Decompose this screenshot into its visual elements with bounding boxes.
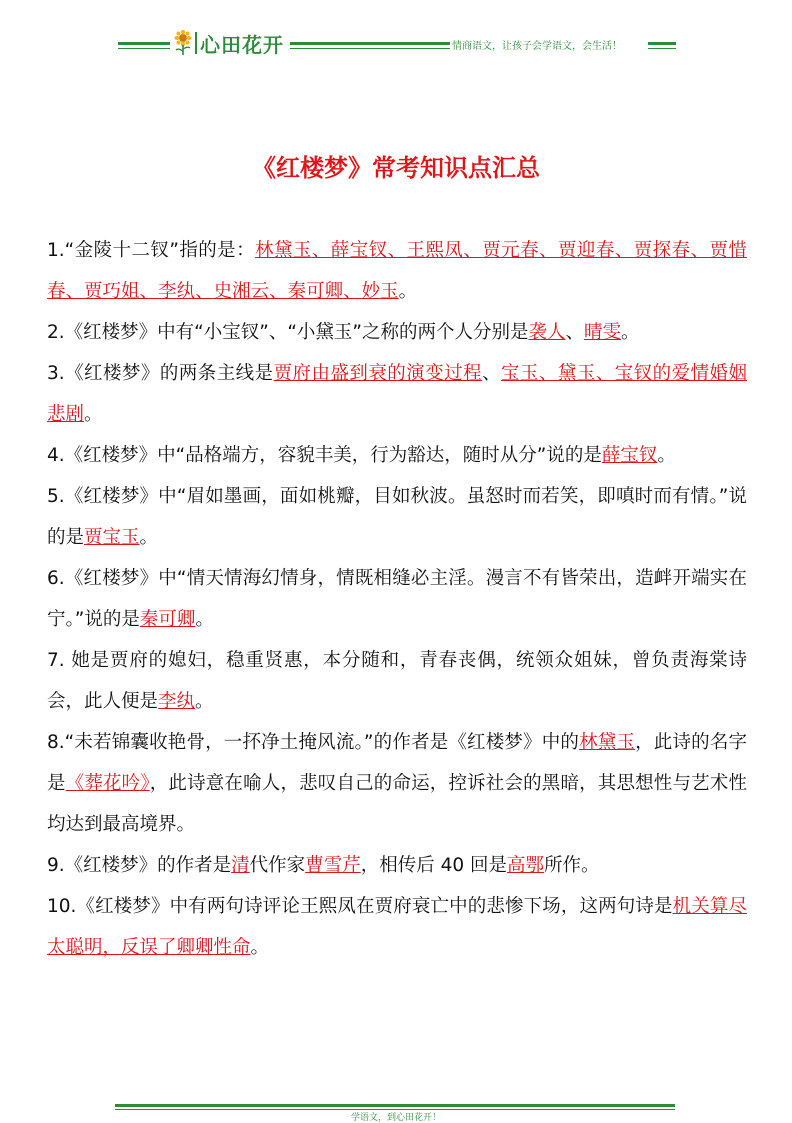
header-rule-mid-thin <box>290 48 450 49</box>
answer-text: 、 <box>539 240 558 261</box>
answer-text: 贾惜春 <box>47 240 747 302</box>
answer-text: 秦可卿 <box>287 281 344 302</box>
question-text: 1.“金陵十二钗”指的是： <box>47 240 256 261</box>
answer-text: 高鄂 <box>507 855 545 876</box>
question-text: ，相传后 40 回是 <box>360 855 508 876</box>
answer-text: 史湘云 <box>213 281 270 302</box>
header-rule-right-thin <box>648 48 676 49</box>
answer-text: 林黛玉 <box>579 732 636 753</box>
question-text: 10.《红楼梦》中有两句诗评论王熙凤在贾府衰亡中的悲惨下场，这两句诗是 <box>47 896 673 917</box>
answer-text: 贾宝玉 <box>84 527 140 548</box>
answer-text: 薛宝钗 <box>601 445 658 466</box>
question-text: 。 <box>195 691 214 712</box>
question-text: 6.《红楼梦》中“情天情海幻情身，情既相缝必主淫。漫言不有皆荣出，造衅开端实在宁。”说的是 <box>47 568 747 630</box>
header-rule-mid <box>290 42 450 45</box>
answer-text: 秦可卿 <box>139 609 196 630</box>
answer-text: 贾元春 <box>482 240 540 261</box>
header-divider <box>195 32 197 54</box>
answer-text: 妙玉 <box>361 281 399 302</box>
question-text: 。 <box>84 404 103 425</box>
question-text: 。 <box>139 527 159 548</box>
question-text: 、 <box>565 322 585 343</box>
list-item <box>47 476 747 558</box>
answer-text: 、 <box>139 281 159 302</box>
answer-text: 曹雪芹 <box>305 855 361 876</box>
answer-text: 机关算尽太聪明，反误了卿卿性命 <box>47 896 747 958</box>
answer-text: 、 <box>65 281 85 302</box>
answer-text: 贾巧姐 <box>84 281 140 302</box>
question-text: 8.“未若锦囊收艳骨，一抔净土掩风流。”的作者是《红楼梦》中的 <box>47 732 580 753</box>
header-rule-left <box>118 42 170 45</box>
question-text: 9.《红楼梦》的作者是 <box>47 855 232 876</box>
question-text: 2.《红楼梦》中有“小宝钗”、“小黛玉”之称的两个人分别是 <box>47 322 529 343</box>
answer-text: 袭人 <box>528 322 566 343</box>
answer-text: 贾探春 <box>633 240 691 261</box>
question-text: 。 <box>621 322 640 343</box>
question-text: 5.《红楼梦》中“眉如墨画，面如桃瓣，目如秋波。虽怒时而若笑，即嗔时而有情。”说的是 <box>47 486 747 548</box>
footer-text: 学语文，到心田花开！ <box>350 1113 441 1123</box>
answer-text: 、 <box>690 240 710 261</box>
answer-text: 李纨 <box>158 691 196 712</box>
knowledge-list <box>47 230 747 968</box>
question-text: ，此诗意在喻人，悲叹自己的命运，控诉社会的黑暗，其思想性与艺术性均达到最高境界。 <box>47 773 747 835</box>
question-text: 代作家 <box>249 855 306 876</box>
list-item <box>47 558 747 640</box>
question-text: 、 <box>482 363 502 384</box>
list-item <box>47 435 747 476</box>
answer-text: 、 <box>343 281 362 302</box>
footer-rule <box>115 1104 675 1107</box>
answer-text: 贾迎春 <box>557 240 615 261</box>
answer-text: 宝玉、黛玉、宝钗的爱情婚姻悲剧 <box>47 363 747 425</box>
question-text: 3.《红楼梦》的两条主线是 <box>47 363 274 384</box>
answer-text: 清 <box>231 855 250 876</box>
header-rule-left-thin <box>118 48 170 49</box>
answer-text: 、 <box>311 240 331 261</box>
brand-name: 心田花开 <box>200 33 284 57</box>
answer-text: 、 <box>195 281 214 302</box>
answer-text: 、 <box>463 240 483 261</box>
header-slogan: 情商语文，让孩子会学语文，会生活！ <box>452 41 622 52</box>
answer-text: 、 <box>614 240 634 261</box>
header-rule-right <box>648 42 676 45</box>
question-text: ，此诗的名字是 <box>47 732 747 794</box>
question-text: 。 <box>195 609 214 630</box>
answer-text: 李纨 <box>158 281 196 302</box>
page-title: 《红楼梦》常考知识点汇总 <box>252 154 540 182</box>
answer-text: 贾府由盛到衰的演变过程 <box>273 363 483 384</box>
list-item <box>47 722 747 845</box>
list-item <box>47 230 747 312</box>
list-item <box>47 640 747 722</box>
answer-text: 晴雯 <box>584 322 622 343</box>
sunflower-logo-icon <box>172 30 194 56</box>
answer-text: 、 <box>269 281 288 302</box>
list-item <box>47 886 747 968</box>
answer-text: 王熙凤 <box>406 240 464 261</box>
list-item <box>47 353 747 435</box>
list-item <box>47 845 747 886</box>
question-text: 所作。 <box>544 855 600 876</box>
question-text: 7. 她是贾府的媳妇，稳重贤惠，本分随和，青春丧偶，统领众姐妹，曾负责海棠诗会，此人便是 <box>47 650 747 712</box>
answer-text: 林黛玉 <box>255 240 312 261</box>
list-item <box>47 312 747 353</box>
answer-text: 薛宝钗 <box>330 240 388 261</box>
question-text: 。 <box>250 937 270 958</box>
question-text: 。 <box>657 445 676 466</box>
question-text: 。 <box>398 281 418 302</box>
answer-text: 、 <box>387 240 407 261</box>
question-text: 4.《红楼梦》中“品格端方，容貌丰美，行为豁达，随时从分”说的是 <box>47 445 602 466</box>
page-header <box>0 28 792 58</box>
answer-text: 《葬花吟》 <box>65 773 150 794</box>
